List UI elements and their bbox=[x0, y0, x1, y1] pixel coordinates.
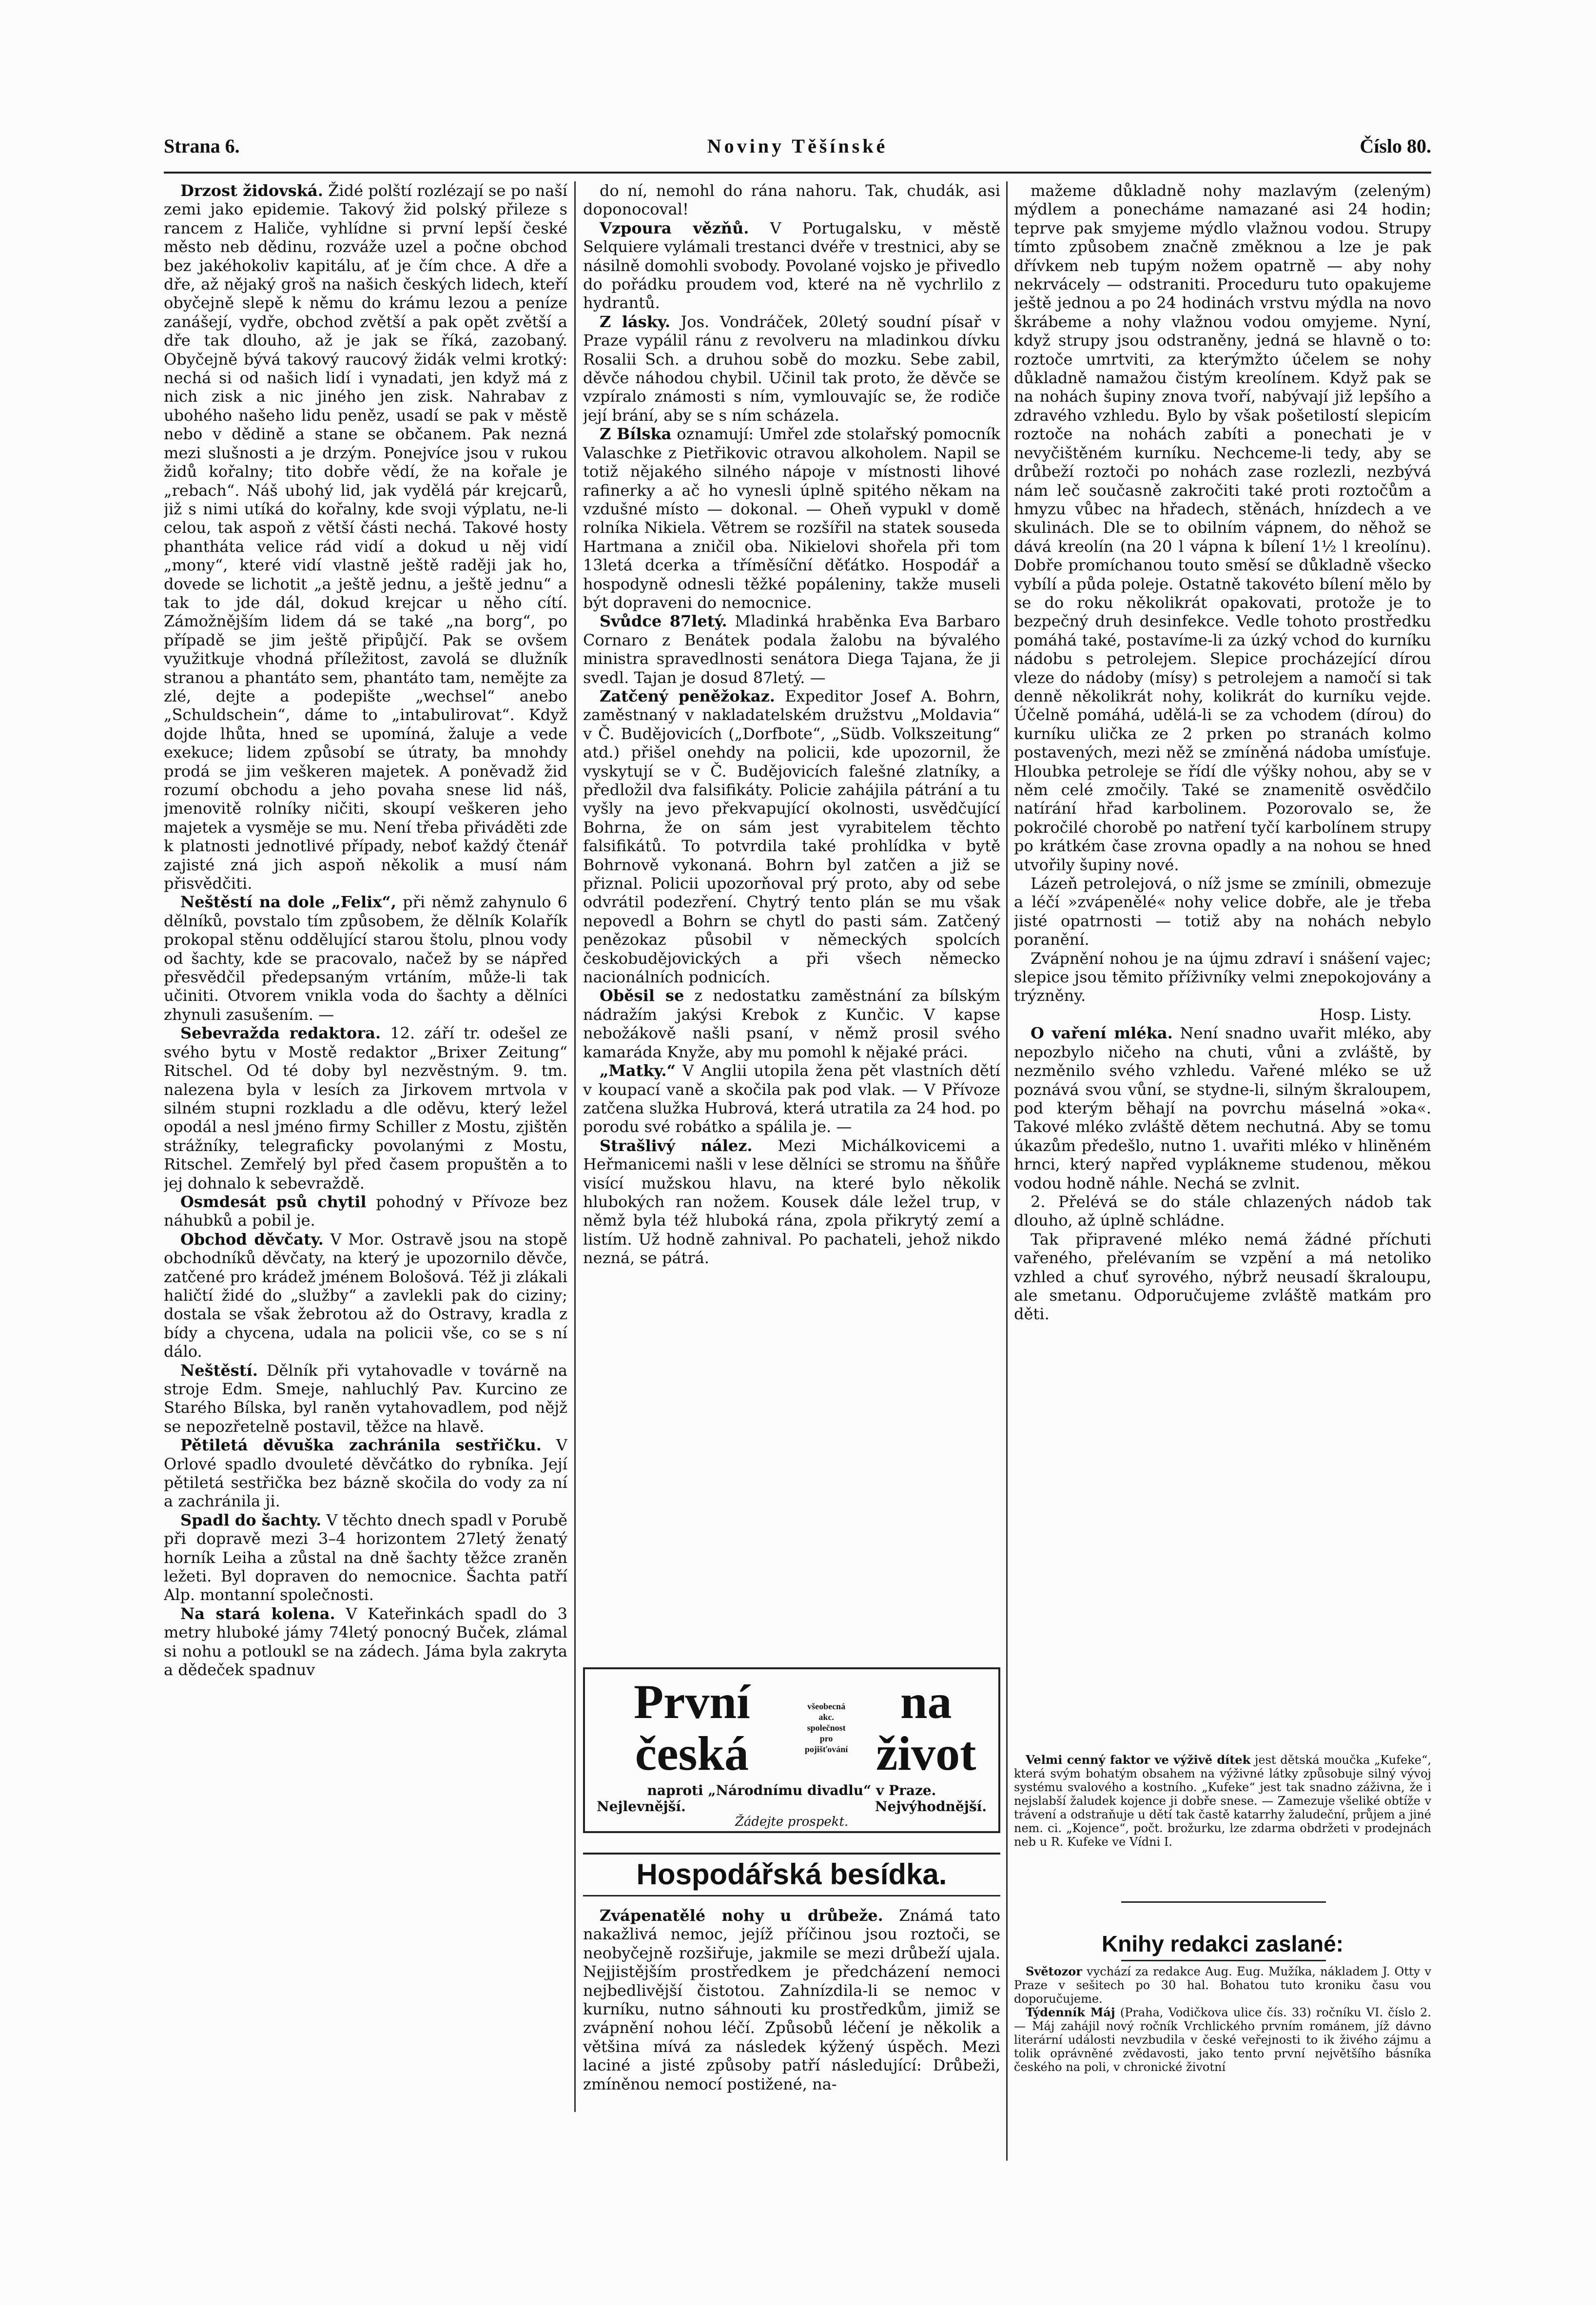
article-heading: Z lásky. bbox=[600, 312, 670, 331]
article-paragraph bbox=[583, 181, 1000, 219]
article-paragraph bbox=[583, 687, 1000, 987]
article-text: (Praha, Vodičkova ulice čís. 33) ročníku VI. číslo 2. — Máj zahájil nový ročník Vrchlického prvním románem, jíž dávno literární události nevzbudila v české veřejnosti to ik živého zájmu a tolik oprávněné zvědavosti, jako tento první největšího básníka českého na poli, v chronické životní bbox=[1014, 2006, 1431, 2074]
article-heading: Neštěstí na dole „Felix“, bbox=[180, 893, 396, 912]
article-heading: Z Bílska bbox=[600, 425, 672, 444]
article-text: 12. září tr. odešel ze svého bytu v Mostě redaktor „Brixer Zeitung“ Ritschel. Od té doby byl nezvěstným. 9. tm. nalezena byla v lesích za Jirkovem mrtvola v silném stupni rozkladu a dle oděvu, který ležel opodál a nesl jméno firmy Schiller z Mostu, zjištěn strážníky, telegraficky povolanými z Mostu, Ritschel. Zemřelý byl před časem propuštěn a to jej dohnalo k sebevraždě. bbox=[164, 1024, 567, 1192]
article-heading: Oběsil se bbox=[600, 986, 684, 1005]
column-2-section bbox=[583, 1906, 1000, 2160]
divider-rule bbox=[1121, 1960, 1326, 1961]
books-heading: Knihy redakci zaslané: bbox=[1102, 1931, 1343, 1956]
article-text: z nedostatku zaměstnání za bílským nádražím jakýsi Krebok z Kunčic. V kapse nebožákově našli psaní, v němž prosil svého kamaráda Knyže, aby mu pomohl k nějaké práci. bbox=[583, 986, 1000, 1061]
article-paragraph bbox=[164, 893, 567, 1024]
issue-number: Číslo 80. bbox=[1360, 135, 1431, 157]
article-text: do ní, nemohl do rána nahoru. Tak, chudák, asi doponocoval! bbox=[583, 181, 1000, 219]
ad-headline bbox=[585, 1676, 998, 1779]
insurance-advertisement bbox=[583, 1667, 1000, 1833]
article-text: Jos. Vondráček, 20letý soudní písař v Praze vypálil ránu z revolveru na mladinkou dívku Rosalii Sch. a druhou sobě do mozku. Sebe zabil, děvče náhodou chybil. Učinil tak proto, že děvče se vzpíralo známosti s ním, vymlouvajíc se, že rodiče její brání, aby se s ním scházela. bbox=[583, 312, 1000, 425]
article-paragraph bbox=[164, 1436, 567, 1511]
article-paragraph bbox=[583, 1906, 1000, 2093]
article-text: V Anglii utopila žena pět vlastních dětí v koupací vaně a skočila pak pod vlak. — V Přívoze zatčena služka Hubrová, která utratila za 24 hod. po porodu své robátko a spálila je. — bbox=[583, 1061, 1000, 1136]
article-paragraph bbox=[164, 1192, 567, 1230]
newspaper-title: Noviny Těšínské bbox=[707, 135, 888, 157]
page-header bbox=[164, 135, 1431, 164]
article-paragraph bbox=[1014, 181, 1431, 874]
article-paragraph bbox=[164, 1361, 567, 1436]
article-heading: Zvápenatělé nohy u drůbeže. bbox=[600, 1906, 883, 1925]
article-paragraph bbox=[164, 181, 567, 893]
article-heading: Sebevražda redaktora. bbox=[180, 1024, 381, 1043]
ad-word-2: na život bbox=[876, 1675, 976, 1780]
article-text: Dělník při vytahovadle v továrně na stroje Edm. Smeje, nahluchlý Pav. Kurcino ze Starého Bílska, byl raněn vytahovadlem, pod nějž se nepozřetelně postavil, těžce na hlavě. bbox=[164, 1361, 567, 1436]
article-text: při němž zahynulo 6 dělníků, povstalo tím způsobem, že dělník Kolařík prokopal stěnu oddělující starou štolu, plnou vody od šachty, kde se pracovalo, načež by se nápřed přesvědčil předepsaným vrtáním, může-li tak učiniti. Otvorem vnikla voda do šachty a dělníci zhynuli zasušením. — bbox=[164, 893, 567, 1024]
article-text: Hosp. Listy. bbox=[1319, 1005, 1412, 1024]
article-text: pohodný v Přívoze bez náhubků a pobil je. bbox=[164, 1192, 567, 1230]
article-text: Expeditor Josef A. Bohrn, zaměstnaný v nakladatelském družstvu „Moldavia“ v Č. Budějovicích („Dorfbote“, „Südb. Volkszeitung“ atd.) přišel onehdy na policii, kde upozornil, že vyskytují se v Č. Budějovicích falešné zlatníky, a předložil dva falsifikáty. Policie zahájila pátrání a tu vyšly na jevo překvapující okolnosti, usvědčující Bohrna, že on sám jest vyrabitelem těchto falsifikátů. To potvrdila také prohlídka v bytě Bohrnově vykonaná. Bohrn byl zatčen a již se přiznal. Policii upozorňoval prý proto, aby od sebe odvrátil podezření. Chytrý tento plán se mu však nepovedl a Bohrn se chytl do pasti sám. Zatčený penězokaz působil v německých spolcích českobudějovických a při všech německo nacionálních podnicích. bbox=[583, 686, 1000, 987]
article-heading: Strašlivý nález. bbox=[600, 1136, 753, 1155]
article-text: 2. Přelévá se do stále chlazených nádob tak dlouho, až úplně schládne. bbox=[1014, 1192, 1431, 1230]
ad-tagline-right: Nejvýhodnější. bbox=[875, 1798, 987, 1815]
divider-rule bbox=[1121, 1901, 1326, 1903]
article-paragraph bbox=[583, 219, 1000, 313]
article-paragraph bbox=[1014, 1965, 1431, 2006]
section-title: Hospodářská besídka. bbox=[583, 1853, 1000, 1896]
ad-taglines bbox=[585, 1798, 998, 1815]
column-divider bbox=[574, 181, 576, 2112]
article-paragraph bbox=[583, 425, 1000, 612]
article-heading: Na stará kolena. bbox=[180, 1604, 335, 1623]
article-paragraph bbox=[1014, 1230, 1431, 1324]
article-text: Mladinká hraběnka Eva Barbaro Cornaro z Benátek podala žalobu na bývalého ministra spravedlnosti senátora Diega Tajana, že ji svedl. Tajan je dosud 87letý. — bbox=[583, 612, 1000, 687]
article-text: Není snadno uvařit mléko, aby nepozbylo ničeho na chuti, vůni a zvláště, by nezměnilo svého vzhledu. Vařené mléko se už poznává svou vůní, se stydne-li, silným škraloupem, pod kterým běhají na povrchu máselná »oka«. Takové mléko zvláště dětem nechutná. Aby se tomu úkazům předešlo, nutno 1. uvařiti mléko v hliněném hrnci, který napřed vyplákneme studenou, měkou vodou hodně náhle. Nechá se zvlnit. bbox=[1014, 1024, 1431, 1192]
ad-address: naproti „Národnímu divadlu“ v Praze. bbox=[647, 1782, 936, 1798]
article-heading: Zatčený peněžokaz. bbox=[600, 686, 775, 705]
article-heading: Světozor bbox=[1026, 1965, 1082, 1978]
article-heading: Spadl do šachty. bbox=[180, 1510, 322, 1529]
article-paragraph bbox=[583, 313, 1000, 425]
header-rule bbox=[164, 172, 1431, 174]
article-heading: „Matky.“ bbox=[600, 1061, 676, 1080]
article-paragraph bbox=[583, 612, 1000, 687]
article-paragraph bbox=[1014, 1192, 1431, 1230]
article-paragraph bbox=[164, 1604, 567, 1680]
article-text: oznamují: Umřel zde stolařský pomocník Valaschke z Pietřikovic otravou alkoholem. Napil se totiž nějakého silného nápoje v místnosti lihové rafinerky a ač ho vynesli úplně spitého někam na vzdušné místo — dokonal. — Oheň vypukl v domě rolníka Nikiela. Větrem se rozšířil na statek souseda Hartmana a zničil oba. Nikielovi shořela při tom 13letá dcerka a tříměsíční děťátko. Hospodář a hospodyně odnesli těžké popáleniny, takže museli být dopraveni do nemocnice. bbox=[583, 425, 1000, 612]
notice-paragraph: Velmi cenný faktor ve výživě dítek jest dětská moučka „Kufeke“, která svým bohatým obsahem na výživné látky způsobuje silný vývoj systému svalového a kostního. „Kufeke“ jest tak snadno záživna, že i nejslabší žaludek kojence ji dobře snese. — Zamezuje všeliké obtíže v trávení a odstraňuje u dětí tak častě katarrhy žaludeční, průjem a jiné nem. ci. „Kojence“, počt. brožurku, lze zdarma obdržeti v prodejnách neb u R. Kufeke ve Vídni I. bbox=[1014, 1753, 1431, 1849]
article-paragraph bbox=[164, 1511, 567, 1604]
article-paragraph bbox=[1014, 1024, 1431, 1192]
column-1 bbox=[164, 181, 567, 2141]
article-text: vychází za redakce Aug. Eug. Mužíka, nákladem J. Otty v Praze v sešitech po 30 hal. Bohatou tuto kroniku času vou doporučujeme. bbox=[1014, 1965, 1431, 2006]
page-number: Strana 6. bbox=[164, 135, 240, 157]
article-text: V Orlové spadlo dvouleté děvčátko do rybníka. Její pětiletá sestřička bez bázně skočila do vody za ní a zachránila ji. bbox=[164, 1436, 567, 1511]
column-2 bbox=[583, 181, 1000, 1644]
ad-prospectus: Žádejte prospekt. bbox=[735, 1815, 849, 1829]
kufeke-notice bbox=[1014, 1753, 1431, 1875]
column-3 bbox=[1014, 181, 1431, 1737]
article-heading: Týdenník Máj bbox=[1026, 2005, 1115, 2019]
article-heading: Pětiletá děvuška zachránila sestřičku. bbox=[180, 1436, 542, 1455]
article-paragraph bbox=[164, 1024, 567, 1192]
article-paragraph bbox=[1014, 2006, 1431, 2074]
article-text: Zvápnění nohou je na újmu zdraví i snášení vajec; slepice jsou těmito příživníky velmi znepokojovány a trýzněny. bbox=[1014, 949, 1431, 1005]
article-heading: Obchod děvčaty. bbox=[180, 1230, 324, 1249]
article-paragraph bbox=[1014, 874, 1431, 949]
article-text: mažeme důkladně nohy mazlavým (zeleným) mýdlem a ponecháme namazané asi 24 hodin; teprve pak smyjeme mýdlo vlažnou vodou. Strupy tímto způsobem značně změknou a lze je pak dřívkem neb tupým nožem opatrně — aby nohy nekrvácely — odstraniti. Proceduru tuto opakujeme ještě jednou a po 24 hodinách vrstvu mýdla na novo škrábeme a nohy vlažnou vodou omyjeme. Nyní, když strupy jsou odstraněny, jedná se hlavně o to: roztoče umrtviti, za kterýmžto účelem se nohy důkladně namažou čistým kreolínem. Když pak se na nohách šupiny znova tvoří, nabývají již lepšího a zdravého vzhledu. Bylo by však pošetilostí slepicím roztoče na nohách zabíti a ponechati je v nevyčištěném kurníku. Nechceme-li tedy, aby se drůbeží roztoči po nohách zase rozlezli, nezbývá nám leč současně zakročiti také proti roztočům a hmyzu vůbec na hřadech, stěnách, hnízdech a ve skulinách. Dle se to obilním vápnem, do něhož se dává kreolín (na 20 l vápna k bílení 1½ l kreolínu). Dobře promíchanou touto směsí se důkladně všecko vybílí a půda polejе. Ostatně takovéto bílení mělo by se do roku několikrát opakovati, protože je to bezpečný druh desinfekce. Vedle tohoto prostředku pomáhá také, postavíme-li za úzký vchod do kurníku nádobu s petrolejem. Slepice procházející dírou vleze do nádoby (mísy) s petrolejem a namočí si tak denně několikrát nohy, kolikrát do kurníku vejde. Účelně pomáhá, udělá-li se za vchodem (dírou) do kurníku ulička ze 2 prken po stranách kolmo postavených, mezi něž se zmíněná nádoba umísťuje. Hloubka petroleje se řídí dle výšky nohou, aby se v něm celé zmočily. Také se znamenitě osvědčilo natírání hřad karbolinem. Pozorovalo se, že pokročilé chorobě po natření tyčí karbolínem strupy po krátkém čase zrovna opadly a na nohou se hned utvořily šupiny nové. bbox=[1014, 181, 1431, 874]
article-heading: Svůdce 87letý. bbox=[600, 612, 727, 631]
article-text: V Mor. Ostravě jsou na stopě obchodníků děvčaty, na který je upozornilo děvče, zatčené pro krádež jménem Bološová. Též ji zlákali haličtí židé do „služby“ a zavlekli pak do ciziny; dostala se však žebrotou až do Ostravy, kradla z bídy a chycena, udala na policii vše, co se s ní dálo. bbox=[164, 1230, 567, 1361]
ad-tagline-left: Nejlevnější. bbox=[597, 1798, 686, 1815]
article-heading: Osmdesát psů chytil bbox=[180, 1192, 367, 1211]
article-text: Lázeň petrolejová, o níž jsme se zmínili, obmezuje a léčí »zvápenělé« nohy velice dobře, ale je třeba jisté opatrnosti — totiž aby na nohách nebylo poranění. bbox=[1014, 874, 1431, 949]
ad-word-1: První česká bbox=[633, 1675, 750, 1780]
article-text: V Portugalsku, v městě Selquiere vylámali trestanci dvéře v trestnici, aby se násilně domohli svobody. Povolané vojsko je přivedlo do pořádku proudem vod, které na ně vychrlilo z hydrantů. bbox=[583, 218, 1000, 313]
article-heading: Drzost židovská. bbox=[180, 181, 323, 200]
ad-small-stack: všeobecná akc. společnost pro pojišťování bbox=[804, 1701, 848, 1754]
books-column bbox=[1014, 1965, 1431, 2160]
article-text: Tak připravené mléko nemá žádné příchuti vařeného, přelévaním se vzpění a má netoliko vzhled a chuť syrového, nýbrž neusadí škraloupu, ale smetanu. Odporučujeme zvláště matkám pro děti. bbox=[1014, 1230, 1431, 1324]
article-paragraph bbox=[164, 1230, 567, 1361]
article-text: Židé polští rozlézají se po naší zemi jako epidemie. Takový žid polský přileze s rancem z Haliče, vyhlídne si první lepší české město neb dědinu, rozváže uzel a počne obchod bez jakéhokoliv kapitálu, ať je čím chce. A dře a dře, až nějaký groš na našich českých lidech, kteří obyčejně slepě k němu do krámu lezou a peníze zanášejí, vydře, obchod zvětší a pak opět zvětší a dře tak dlouho, až je jak se říká, zazobaný. Obyčejně bývá takový raucový židák velmi krotký: nechá si od našich lidí i vynadati, jen když má z nich zisk a nic jiného jen zisk. Nahrabav z ubohého našeho lidu peněz, usadí se pak v městě nebo v dědině a stane se občanem. Pak nezná mezi slušnosti a je drzým. Ponejvíce jsou v rukou židů kořalny; tito dobře vědí, že na kořale je „rebach“. Náš ubohý lid, jak vydělá pár krejcarů, již s nimi utíká do kořalny, kde svoji výplatu, ne-li celou, tak aspoň z větší části nechá. Takové hosty phantháta velice rád vidí a dokud u něj vidí „mony“, které vidí vlastně ještě raději jak ho, dovede se lichotit „a ještě jednu, a ještě jednu“ a tak to jde dál, dokud krejcar u něho cítí. Zámožnějším lidem dá se také „na borg“, po případě se jim ještě připůjčí. Pak se ovšem využitkuje vhodná příležitost, zavolá se dlužník stranou a phantáto sem, phantáto tam, nemějte za zlé, dejte a podepište „wechsel“ anebo „Schuldschein“, dáme to „intabulirovat“. Když dojde lhůta, hned se upomíná, žaluje a vede exekuce; lidem způsobí se útraty, ba mnohdy prodá se jim veškeren majetek. A poněvadž žid rozumí obchodu a jeho povaha snese lid náš, jmenovitě rolníky ničiti, skoupí veškeren jeho majetek a vysměje se mu. Není třeba přiváděti zde k platnosti jednotlivé případy, neboť každý čtenář zajisté zná jich aspoň několik a musí nám přisvědčiti. bbox=[164, 181, 567, 893]
article-text: V těchto dnech spadl v Porubě při dopravě mezi 3–4 horizontem 27letý ženatý horník Leiha a zůstal na dně šachty těžce zraněn ležeti. Byl dopraven do nemocnice. Šachta patří Alp. montanní společnosti. bbox=[164, 1510, 567, 1604]
article-paragraph bbox=[583, 986, 1000, 1061]
article-heading: Neštěstí. bbox=[180, 1361, 258, 1380]
article-paragraph bbox=[583, 1136, 1000, 1268]
article-text: Známá tato nakažlivá nemoc, jejíž příčinou jsou roztoči, se neobyčejně rozšiřuje, jakmile se mezi drůbeží ujala. Nejjistějším prostředkem je předcházení nemoci nejbedlivější čistotou. Zahnízdila-li se nemoc v kurníku, nutno sáhnouti ku prostředkům, jimiž se zvápnění nohou léčí. Způsobů léčení je několik a většina mívá za následek kýžený úspěch. Mezi laciné a jisté způsoby patří následující: Drůbeži, zmíněnou nemocí postižené, na- bbox=[583, 1906, 1000, 2093]
article-paragraph bbox=[583, 1061, 1000, 1136]
article-heading: Vzpoura vězňů. bbox=[600, 218, 749, 237]
article-paragraph bbox=[1014, 949, 1431, 1005]
article-heading: O vaření mléka. bbox=[1031, 1024, 1173, 1043]
article-text: Mezi Michálkovicemi a Heřmanicemi našli v lese dělníci se stromu na šňůře visící mužskou hlavu, na které bylo několik hlubokých ran nožem. Kousek dále ležel trup, v němž byla též hluboká rána, zpola přikrytý zemí a listím. Už hodně zahnival. Po pachateli, jehož nikdo nezná, se pátrá. bbox=[583, 1136, 1000, 1268]
article-paragraph bbox=[1014, 1005, 1431, 1024]
column-divider bbox=[1006, 181, 1008, 2161]
article-text: V Kateřinkách spadl do 3 metry hluboké jámy 74letý ponocný Buček, zlámal si nohu a potloukl se na zádech. Jáma byla zakryta a dědeček spadnuv bbox=[164, 1604, 567, 1680]
